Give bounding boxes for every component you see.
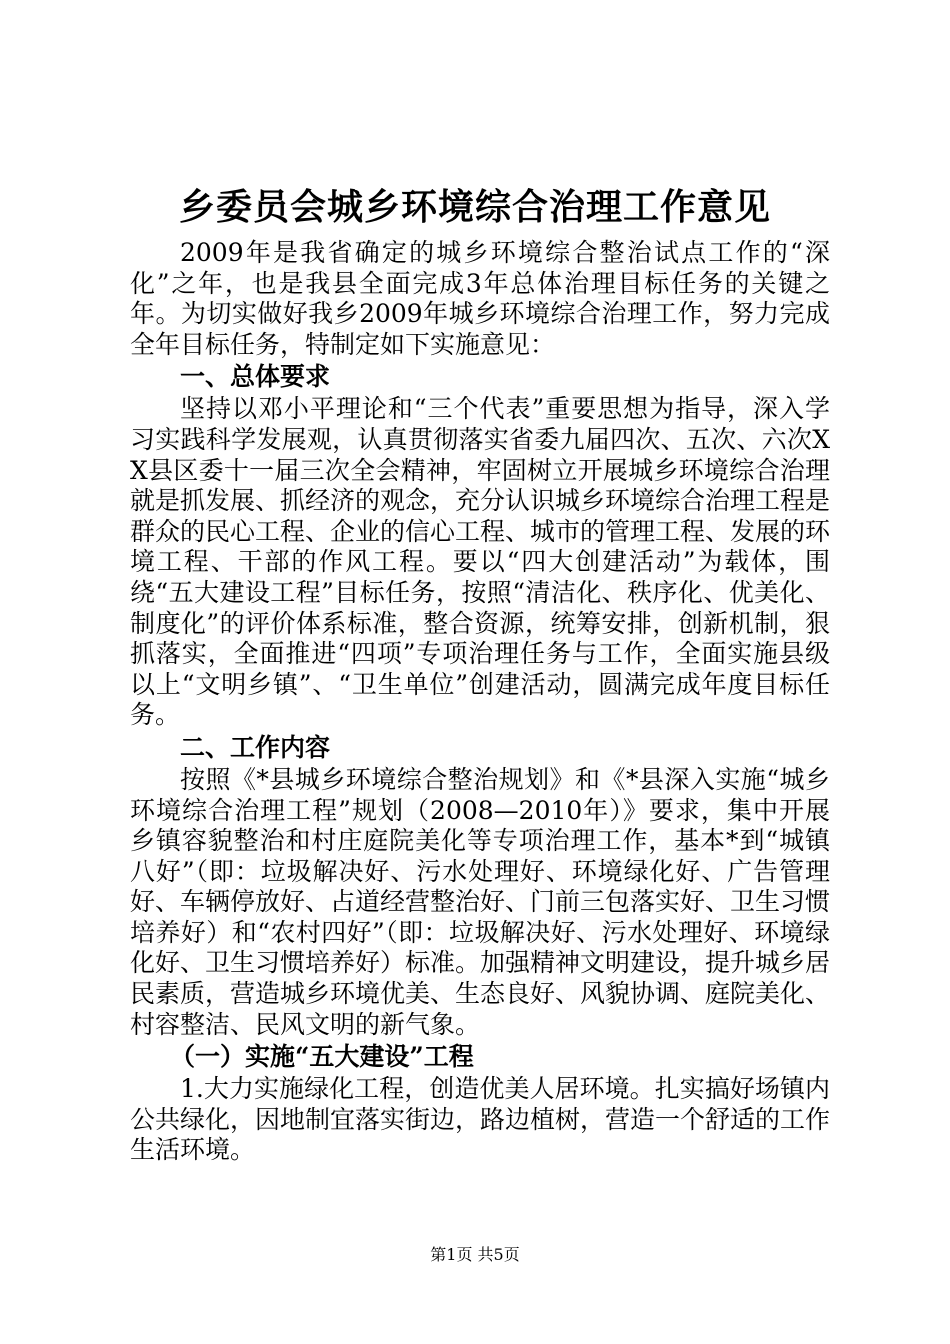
- section-heading-general-requirements: 一、总体要求: [180, 362, 331, 392]
- subsection-heading-five-constructions: （一）实施“五大建设”工程: [170, 1042, 474, 1072]
- general-requirements-paragraph: 坚持以邓小平理论和“三个代表”重要思想为指导，深入学习实践科学发展观，认真贯彻落实省委九届四次、五次、六次XX县区委十一届三次全会精神，牢固树立开展城乡环境综合治理就是抓发展、抓经济的观念，充分认识城乡环境综合治理工程是群众的民心工程、企业的信心工程、城市的管理工程、发展的环境工程、干部的作风工程。要以“四大创建活动”为载体，围绕“五大建设工程”目标任务，按照“清洁化、秩序化、优美化、制度化”的评价体系标准，整合资源，统筹安排，创新机制，狠抓落实，全面推进“四项”专项治理任务与工作，全面实施县级以上“文明乡镇”、“卫生单位”创建活动，圆满完成年度目标任务。: [130, 394, 831, 730]
- document-title: 乡委员会城乡环境综合治理工作意见: [178, 186, 771, 228]
- work-content-paragraph: 按照《*县城乡环境综合整治规划》和《*县深入实施“城乡环境综合治理工程”规划（2008—2010年）》要求，集中开展乡镇容貌整治和村庄庭院美化等专项治理工作，基本*到“城镇八好”（即：垃圾解决好、污水处理好、环境绿化好、广告管理好、车辆停放好、占道经营整治好、门前三包落实好、卫生习惯培养好）和“农村四好”（即：垃圾解决好、污水处理好、环境绿化好、卫生习惯培养好）标准。加强精神文明建设，提升城乡居民素质，营造城乡环境优美、生态良好、风貌协调、庭院美化、村容整洁、民风文明的新气象。: [130, 764, 831, 1039]
- page-footer: 第1页 共5页: [430, 1245, 520, 1264]
- intro-paragraph: 2009年是我省确定的城乡环境综合整治试点工作的“深化”之年，也是我县全面完成3年总体治理目标任务的关键之年。为切实做好我乡2009年城乡环境综合治理工作，努力完成全年目标任务，特制定如下实施意见：: [130, 238, 830, 359]
- section-heading-work-content: 二、工作内容: [180, 732, 331, 762]
- greening-project-paragraph: 1.大力实施绿化工程，创造优美人居环境。扎实搞好场镇内公共绿化，因地制宜落实街边，路边植树，营造一个舒适的工作生活环境。: [130, 1074, 831, 1165]
- document-body: [130, 238, 830, 1166]
